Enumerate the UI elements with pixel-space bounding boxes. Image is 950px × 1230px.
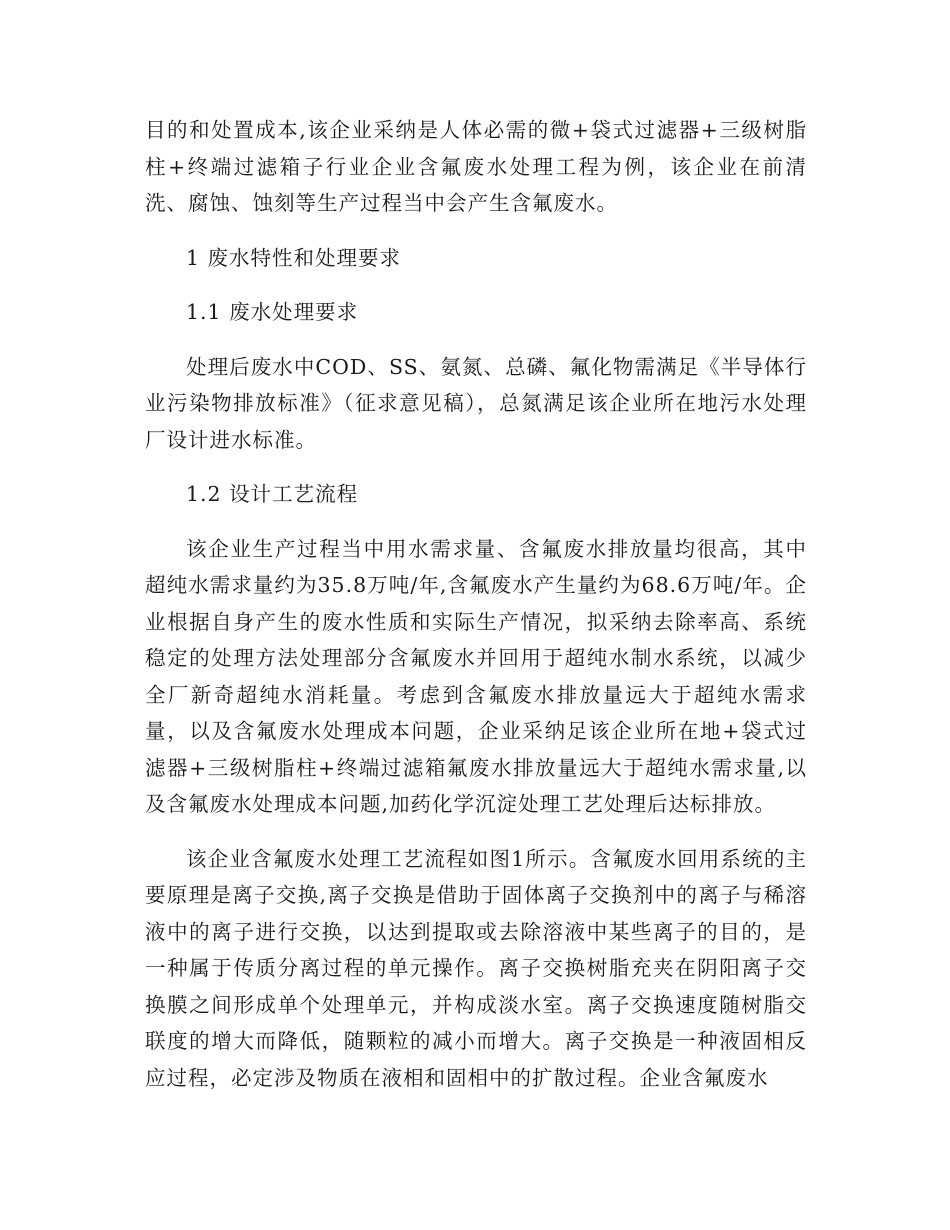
document-page <box>145 112 807 1114</box>
paragraph-1-1: 处理后废水中COD、SS、氨氮、总磷、氟化物需满足《半导体行业污染物排放标准》（征求意见稿），总氮满足该企业所在地污水处理厂设计进水标准。 <box>145 354 807 452</box>
paragraph-1-2: 该企业生产过程当中用水需求量、含氟废水排放量均很高，其中超纯水需求量约为35.8万吨/年,含氟废水产生量约为68.6万吨/年。企业根据自身产生的废水性质和实际生产情况，拟采纳去除率高、系统稳定的处理方法处理部分含氟废水并回用于超纯水制水系统，以减少全厂新奇超纯水消耗量。考虑到含氟废水排放量远大于超纯水需求量，以及含氟废水处理成本问题，企业采纳足该企业所在地+袋式过滤器+三级树脂柱+终端过滤箱氟废水排放量远大于超纯水需求量,以及含氟废水处理成本问题,加药化学沉淀处理工艺处理后达标排放。 <box>145 536 807 816</box>
section-heading-1: 1 废水特性和处理要求 <box>186 245 402 270</box>
paragraph-process: 该企业含氟废水处理工艺流程如图1所示。含氟废水回用系统的主要原理是离子交换,离子交换是借助于固体离子交换剂中的离子与稀溶液中的离子进行交换，以达到提取或去除溶液中某些离子的目的，是一种属于传质分离过程的单元操作。离子交换树脂充夹在阴阳离子交换膜之间形成单个处理单元，并构成淡水室。离子交换速度随树脂交联度的增大而降低，随颗粒的减小而增大。离子交换是一种液固相反应过程，必定涉及物质在液相和固相中的扩散过程。企业含氟废水 <box>145 846 807 1090</box>
intro-paragraph: 目的和处置成本,该企业采纳是人体必需的微+袋式过滤器+三级树脂柱+终端过滤箱子行业企业含氟废水处理工程为例，该企业在前清洗、腐蚀、蚀刻等生产过程当中会产生含氟废水。 <box>145 118 807 215</box>
section-heading-1-2: 1.2 设计工艺流程 <box>186 482 359 506</box>
section-heading-1-1: 1.1 废水处理要求 <box>186 300 359 324</box>
